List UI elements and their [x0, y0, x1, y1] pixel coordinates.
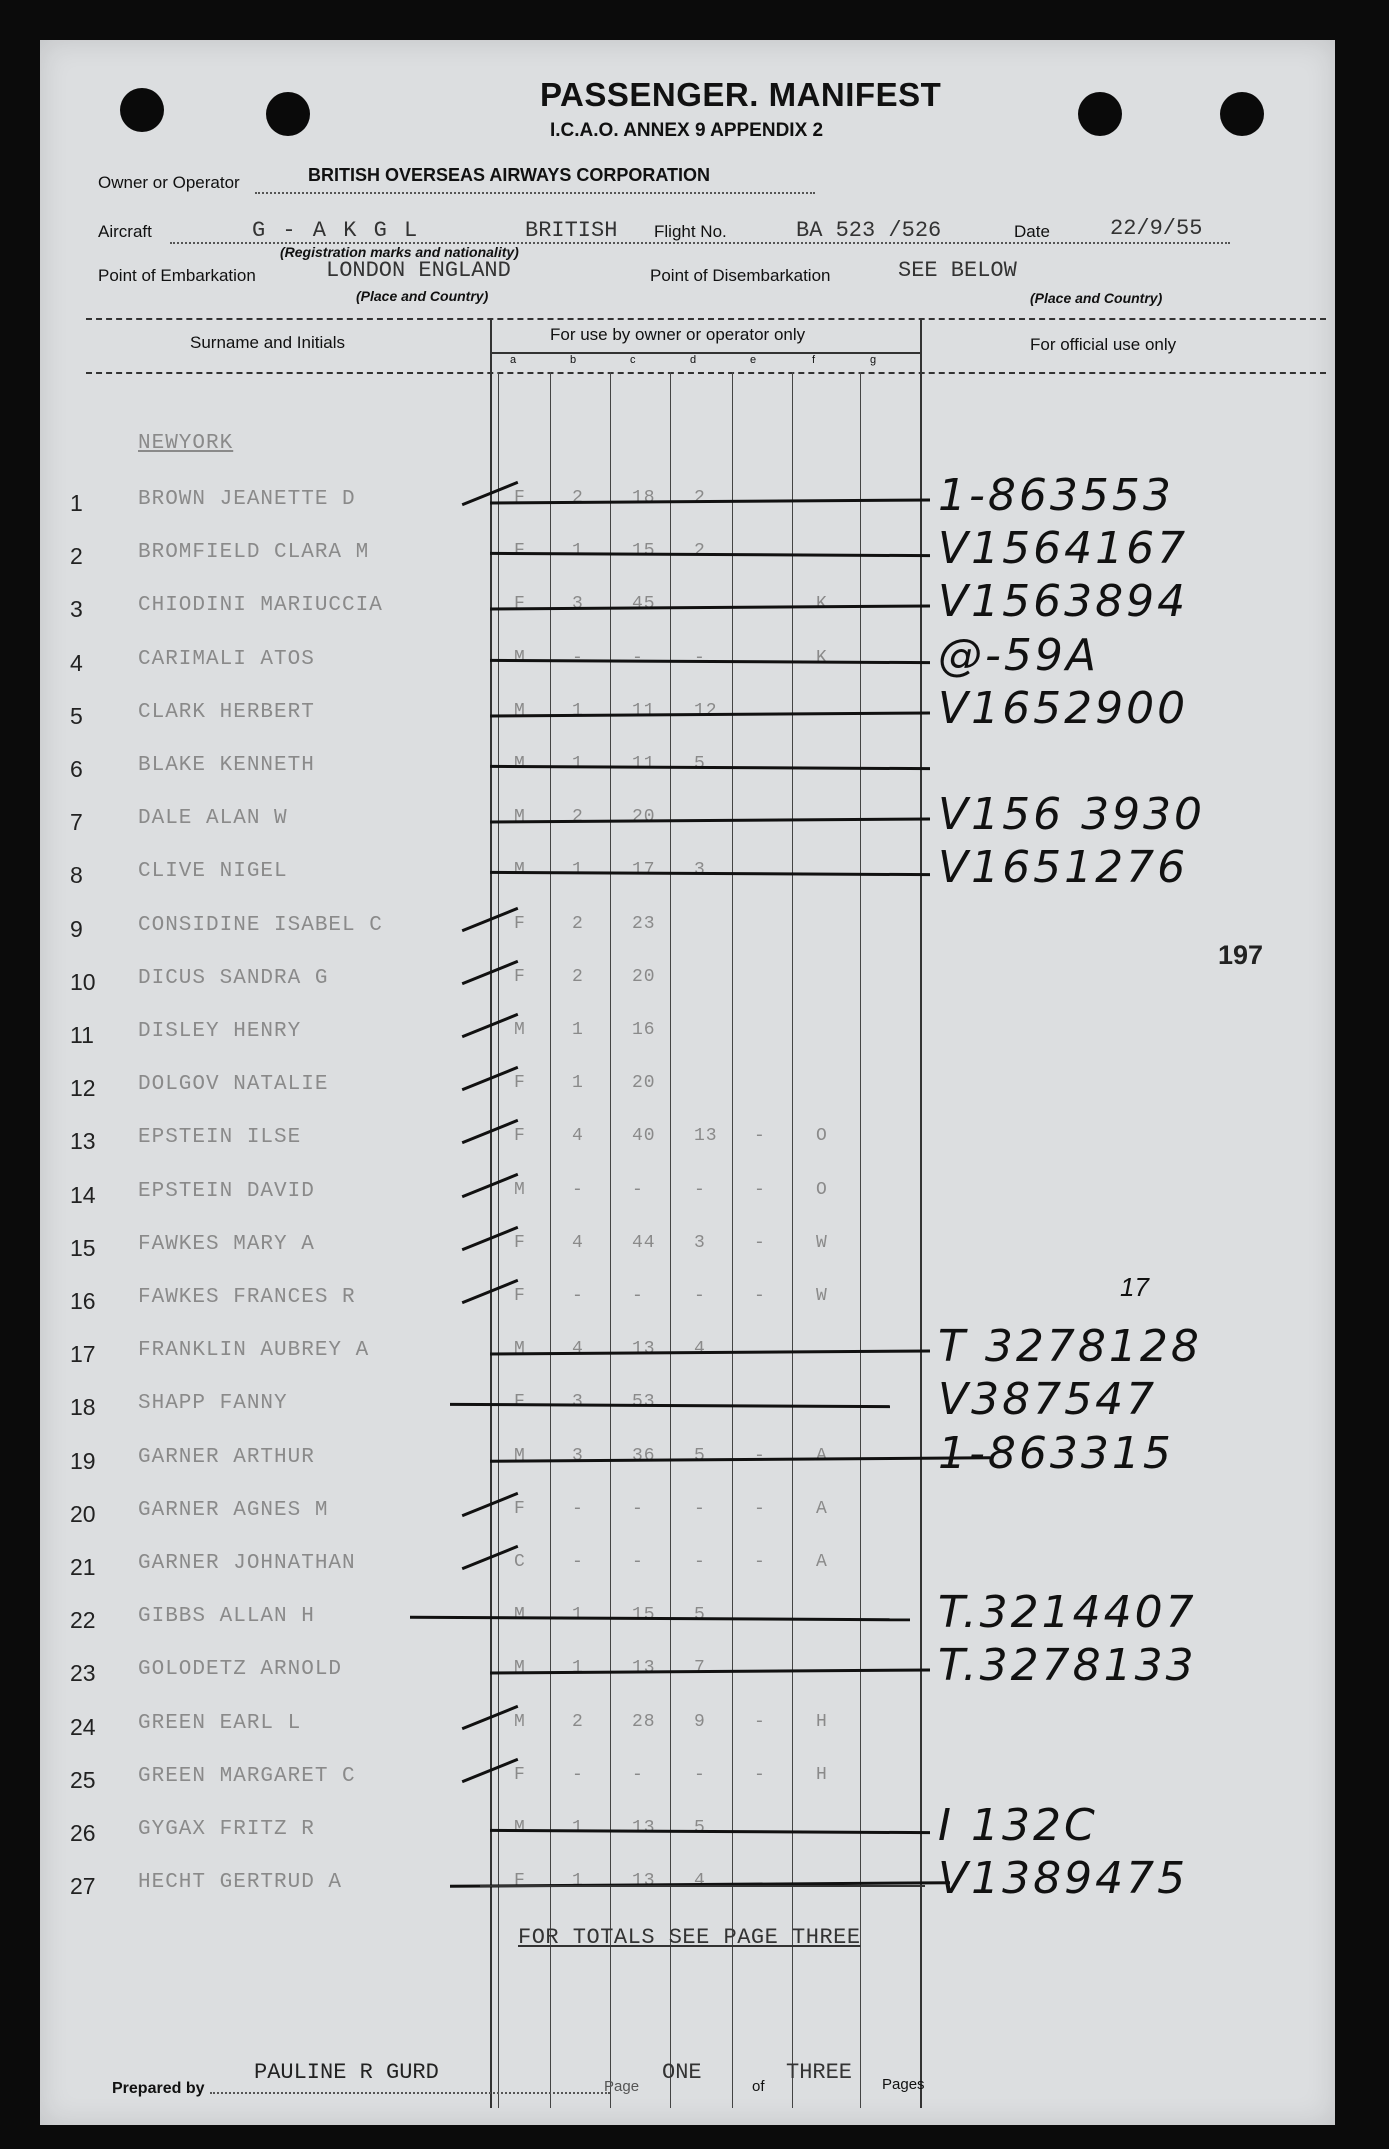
passenger-name: GARNER AGNES M [138, 1498, 329, 1522]
cell-a: M [514, 754, 526, 774]
passenger-name: DALE ALAN W [138, 807, 288, 831]
cell-f: O [816, 1179, 828, 1200]
prepared-dotted-line [210, 2092, 610, 2094]
cell-a: F [514, 1073, 526, 1094]
cell-a: M [514, 1658, 526, 1679]
cell-c: 13 [632, 1658, 656, 1679]
subcol-a: a [510, 354, 517, 366]
cell-c: 13 [632, 1871, 656, 1892]
table-row [40, 1800, 1335, 1854]
cell-a: F [514, 594, 526, 615]
cell-d: - [694, 1764, 706, 1785]
cell-d: 3 [694, 860, 706, 881]
row-number: 6 [70, 756, 83, 782]
official-number: 1-863553 [938, 470, 1174, 521]
cell-b: 2 [572, 488, 584, 508]
table-row [40, 1427, 1335, 1482]
cell-b: 2 [572, 1711, 584, 1732]
totals-rule [480, 1885, 925, 1887]
cell-f: W [816, 1232, 828, 1253]
cell-f: H [816, 1711, 828, 1732]
tick-mark [462, 1013, 519, 1038]
cell-b: 1 [572, 700, 584, 721]
cell-d: 4 [694, 1871, 706, 1892]
passenger-name: CONSIDINE ISABEL C [138, 913, 383, 937]
table-row [40, 1374, 1335, 1428]
official-number: V387547 [938, 1374, 1158, 1426]
cell-e: - [754, 1711, 766, 1732]
row-number: 1 [70, 490, 83, 516]
cell-a: F [514, 1232, 526, 1253]
strike-through-line [490, 1829, 930, 1834]
cell-d: 4 [694, 1339, 706, 1360]
cell-d: 7 [694, 1658, 706, 1679]
cell-a: M [514, 1605, 526, 1626]
cell-d: 5 [694, 1605, 706, 1626]
cell-b: - [572, 1552, 584, 1572]
row-number: 5 [70, 702, 83, 729]
passenger-name: DOLGOV NATALIE [138, 1073, 329, 1097]
cell-e: - [754, 1232, 766, 1253]
punch-hole [266, 92, 310, 136]
official-number: T.3278133 [938, 1640, 1197, 1692]
table-row [40, 1012, 1335, 1056]
row-number: 2 [70, 543, 83, 570]
passenger-name: GARNER JOHNATHAN [138, 1552, 356, 1575]
table-row [40, 1172, 1335, 1216]
cell-b: 1 [572, 1605, 584, 1626]
pages-label: Pages [882, 2076, 925, 2093]
cell-a: C [514, 1552, 526, 1572]
prepared-value: PAULINE R GURD [254, 2060, 439, 2085]
table-row [40, 1118, 1335, 1162]
official-number: T.3214407 [938, 1587, 1197, 1639]
row-number: 10 [70, 968, 96, 995]
table-row [40, 1065, 1335, 1109]
strike-through-line [410, 1616, 910, 1622]
cell-f: H [816, 1764, 828, 1785]
cell-e: - [754, 1286, 766, 1306]
cell-b: 1 [572, 1020, 584, 1040]
row-number: 9 [70, 915, 83, 942]
of-label: of [752, 2078, 765, 2095]
table-row [40, 1225, 1335, 1269]
cell-c: 28 [632, 1711, 656, 1732]
strike-through-line [490, 552, 930, 557]
embark-value: LONDON ENGLAND [326, 258, 511, 283]
table-row [40, 842, 1335, 896]
passenger-name: DICUS SANDRA G [138, 966, 329, 990]
cell-a: F [514, 1871, 526, 1892]
subcol-f: f [812, 354, 816, 366]
cell-a: F [514, 1764, 526, 1785]
cell-e: - [754, 1498, 766, 1519]
tick-mark [462, 1172, 519, 1197]
cell-d: - [694, 1552, 706, 1572]
cell-d: - [694, 647, 706, 668]
tick-mark [462, 1492, 519, 1517]
small-note: 17 [1120, 1272, 1149, 1302]
table-row [40, 523, 1335, 577]
cell-d: 12 [694, 700, 718, 721]
passenger-name: GIBBS ALLAN H [138, 1605, 315, 1629]
surname-column-header: Surname and Initials [190, 333, 345, 352]
row-number: 17 [70, 1341, 96, 1368]
row-number: 26 [70, 1820, 96, 1846]
cell-a: F [514, 1286, 526, 1306]
row-number: 27 [70, 1873, 96, 1900]
strike-through-line [490, 498, 930, 504]
cell-c: 36 [632, 1445, 656, 1466]
header-rule [86, 318, 1326, 320]
cell-b: 1 [572, 1818, 584, 1838]
official-number: I 132C [938, 1800, 1098, 1851]
tick-mark [462, 1066, 519, 1091]
cell-b: - [572, 647, 584, 668]
passenger-name: CHIODINI MARIUCCIA [138, 594, 383, 618]
strike-through-line [490, 765, 930, 770]
strike-through-line [490, 1456, 990, 1462]
cell-a: M [514, 1339, 526, 1360]
cell-f: W [816, 1286, 828, 1306]
table-row [40, 959, 1335, 1003]
row-number: 11 [70, 1022, 94, 1048]
cell-c: 17 [632, 860, 656, 881]
cell-a: M [514, 647, 526, 668]
cell-c: 20 [632, 807, 656, 828]
passenger-name: HECHT GERTRUD A [138, 1871, 343, 1895]
table-row [40, 1640, 1335, 1694]
table-row [40, 1757, 1335, 1801]
cell-b: 1 [572, 1073, 584, 1094]
strike-through-line [490, 818, 930, 824]
cell-b: - [572, 1764, 584, 1785]
punch-hole [1220, 92, 1264, 136]
page-label: Page [604, 2078, 640, 2095]
official-use-header: For official use only [1030, 335, 1177, 354]
cell-b: 4 [572, 1126, 584, 1147]
subcol-c: c [630, 354, 636, 366]
punch-hole [1078, 92, 1122, 136]
flight-label: Flight No. [654, 222, 727, 241]
tick-mark [462, 1758, 519, 1783]
totals-note: FOR TOTALS SEE PAGE THREE [518, 1925, 861, 1950]
cell-f: K [816, 647, 828, 668]
passenger-name: BROMFIELD CLARA M [138, 541, 370, 565]
passenger-name: GARNER ARTHUR [138, 1445, 315, 1469]
strike-through-line [490, 605, 930, 611]
cell-b: 2 [572, 807, 584, 828]
cell-a: M [514, 1711, 526, 1732]
row-number: 20 [70, 1500, 96, 1527]
table-row [40, 1704, 1335, 1748]
passenger-name: SHAPP FANNY [138, 1392, 288, 1416]
cell-c: - [632, 1286, 644, 1306]
passenger-name: FAWKES MARY A [138, 1232, 315, 1256]
row-number: 18 [70, 1394, 96, 1421]
cell-c: 11 [632, 700, 656, 721]
cell-b: 3 [572, 1445, 584, 1466]
cell-d: 3 [694, 1232, 706, 1253]
cell-d: 13 [694, 1126, 718, 1147]
official-number: T 3278128 [938, 1321, 1202, 1373]
table-row [40, 1544, 1335, 1588]
official-number: V1389475 [938, 1853, 1189, 1905]
cell-b: 3 [572, 1392, 584, 1413]
cell-c: 15 [632, 1605, 656, 1626]
embark-label: Point of Embarkation [98, 266, 256, 285]
table-row [40, 1321, 1335, 1375]
passenger-name: GREEN MARGARET C [138, 1764, 356, 1788]
cell-c: 15 [632, 541, 656, 562]
official-number: V1563894 [938, 576, 1189, 628]
row-number: 19 [70, 1447, 96, 1474]
disembark-label: Point of Disembarkation [650, 266, 831, 285]
cell-a: M [514, 1020, 526, 1040]
cell-d: 2 [694, 541, 706, 562]
of-value: THREE [786, 2060, 853, 2085]
passenger-name: FRANKLIN AUBREY A [138, 1339, 370, 1363]
cell-b: - [572, 1498, 584, 1519]
table-row [40, 682, 1335, 737]
cell-b: - [572, 1179, 584, 1200]
cell-b: 1 [572, 1658, 584, 1679]
official-number: V156 3930 [938, 789, 1206, 841]
table-row [40, 789, 1335, 843]
cell-a: F [514, 1498, 526, 1519]
passenger-name: GYGAX FRITZ R [138, 1818, 315, 1841]
cell-c: - [632, 647, 644, 668]
cell-e: - [754, 1552, 766, 1572]
disembark-value: SEE BELOW [898, 258, 1017, 283]
cell-e: - [754, 1179, 766, 1200]
row-number: 3 [70, 596, 83, 623]
embark-note: (Place and Country) [356, 288, 489, 304]
subcol-g: g [870, 354, 877, 366]
cell-d: 5 [694, 754, 706, 774]
passenger-name: EPSTEIN DAVID [138, 1179, 315, 1203]
cell-b: 4 [572, 1232, 584, 1253]
cell-a: M [514, 860, 526, 881]
passenger-name: CLIVE NIGEL [138, 860, 288, 884]
aircraft-value: G - A K G L [252, 218, 420, 243]
row-number: 7 [70, 809, 83, 836]
cell-c: 23 [632, 913, 656, 934]
cell-a: M [514, 1445, 526, 1466]
row-number: 12 [70, 1075, 96, 1102]
date-value: 22/9/55 [1110, 216, 1203, 241]
owner-dotted-line [255, 192, 815, 194]
cell-b: - [572, 1286, 584, 1306]
strike-through-line [490, 871, 930, 876]
cell-c: 13 [632, 1339, 656, 1360]
manifest-sheet [40, 40, 1335, 2125]
cell-f: O [816, 1126, 828, 1147]
flight-value: BA 523 /526 [796, 218, 942, 243]
registration-note: (Registration marks and nationality) [280, 244, 519, 260]
cell-a: F [514, 541, 526, 562]
tick-mark [462, 960, 519, 985]
strike-through-line [490, 1669, 930, 1675]
tick-mark [462, 1119, 519, 1144]
cell-b: 1 [572, 541, 584, 562]
cell-b: 2 [572, 913, 584, 934]
row-number: 16 [70, 1288, 96, 1314]
cell-f: A [816, 1552, 828, 1572]
cell-b: 1 [572, 1871, 584, 1892]
cell-c: 45 [632, 594, 656, 615]
cell-a: M [514, 700, 526, 721]
cell-c: 20 [632, 966, 656, 987]
subcol-b: b [570, 354, 577, 366]
cell-c: - [632, 1764, 644, 1785]
cell-d: - [694, 1498, 706, 1519]
cell-c: 44 [632, 1232, 656, 1253]
official-number: 1-863315 [938, 1427, 1174, 1479]
cell-a: M [514, 1818, 526, 1838]
cell-d: 9 [694, 1711, 706, 1732]
disembark-note: (Place and Country) [1030, 290, 1163, 306]
date-label: Date [1014, 222, 1050, 241]
row-number: 15 [70, 1234, 96, 1261]
official-number: V1652900 [938, 682, 1189, 734]
nationality-value: BRITISH [525, 218, 618, 243]
row-number: 14 [70, 1181, 96, 1208]
cell-c: 53 [632, 1392, 656, 1413]
cell-e: - [754, 1445, 766, 1466]
tick-mark [462, 1704, 519, 1729]
table-row [40, 1587, 1335, 1641]
cell-c: 16 [632, 1020, 656, 1040]
cell-b: 2 [572, 966, 584, 987]
cell-a: F [514, 1126, 526, 1147]
cell-d: 5 [694, 1818, 706, 1838]
strike-through-line [490, 1350, 930, 1356]
row-number: 25 [70, 1766, 96, 1793]
table-row [40, 629, 1335, 684]
cell-d: 2 [694, 488, 706, 508]
passenger-name: EPSTEIN ILSE [138, 1126, 302, 1150]
cell-d: - [694, 1179, 706, 1200]
row-number: 23 [70, 1660, 96, 1687]
cell-d: - [694, 1286, 706, 1306]
passenger-name: BLAKE KENNETH [138, 754, 315, 777]
cell-f: K [816, 594, 828, 615]
cell-f: A [816, 1445, 828, 1466]
cell-a: F [514, 1392, 526, 1413]
official-number: V1651276 [938, 842, 1189, 894]
passenger-name: CARIMALI ATOS [138, 647, 315, 671]
owner-label: Owner or Operator [98, 173, 240, 192]
table-row [40, 470, 1335, 524]
cell-e: - [754, 1126, 766, 1147]
passenger-name: BROWN JEANETTE D [138, 488, 356, 511]
strike-through-line [490, 658, 930, 663]
passenger-name: GOLODETZ ARNOLD [138, 1658, 343, 1682]
subcol-e: e [750, 354, 757, 366]
margin-number: 197 [1218, 940, 1264, 970]
row-number: 4 [70, 649, 83, 676]
row-number: 8 [70, 862, 83, 889]
cell-c: - [632, 1179, 644, 1200]
cell-c: 11 [632, 754, 656, 774]
cell-e: - [754, 1764, 766, 1785]
cell-d: 5 [694, 1445, 706, 1466]
page-value: ONE [662, 2060, 702, 2085]
cell-a: F [514, 488, 526, 508]
cell-c: - [632, 1552, 644, 1572]
row-number: 21 [70, 1554, 96, 1580]
cell-a: M [514, 807, 526, 828]
page-subtitle: I.C.A.O. ANNEX 9 APPENDIX 2 [550, 120, 824, 141]
cell-c: 20 [632, 1073, 656, 1094]
cell-a: F [514, 913, 526, 934]
cell-f: A [816, 1498, 828, 1519]
tick-mark [462, 1226, 519, 1251]
passenger-name: GREEN EARL L [138, 1711, 302, 1735]
cell-c: 18 [632, 488, 656, 508]
row-number: 22 [70, 1607, 96, 1634]
punch-hole [120, 88, 164, 132]
official-number: @-59A [938, 629, 1099, 681]
owner-value: BRITISH OVERSEAS AIRWAYS CORPORATION [308, 165, 711, 185]
cell-a: M [514, 1179, 526, 1200]
row-number: 24 [70, 1713, 96, 1740]
subcol-d: d [690, 354, 697, 366]
passenger-name: CLARK HERBERT [138, 700, 315, 724]
cell-c: 40 [632, 1126, 656, 1147]
table-row [40, 576, 1335, 630]
passenger-name: DISLEY HENRY [138, 1020, 302, 1043]
owner-use-header: For use by owner or operator only [550, 325, 806, 344]
table-row [40, 906, 1335, 950]
cell-a: F [514, 966, 526, 987]
tick-mark [462, 906, 519, 931]
cell-c: - [632, 1498, 644, 1519]
cell-b: 4 [572, 1339, 584, 1360]
prepared-label: Prepared by [112, 2080, 205, 2097]
cell-b: 3 [572, 594, 584, 615]
tick-mark [462, 1545, 519, 1570]
passenger-name: FAWKES FRANCES R [138, 1286, 356, 1309]
cell-b: 1 [572, 754, 584, 774]
aircraft-dotted-line [170, 242, 1230, 244]
header-rule [86, 372, 1326, 374]
cell-b: 1 [572, 860, 584, 881]
row-number: 13 [70, 1128, 96, 1155]
destination-heading: NEWYORK [138, 432, 234, 455]
tick-mark [462, 1279, 519, 1304]
page-title: PASSENGER. MANIFEST [540, 76, 942, 113]
table-row [40, 1491, 1335, 1535]
aircraft-label: Aircraft [98, 222, 152, 241]
cell-c: 13 [632, 1818, 656, 1838]
official-number: V1564167 [938, 523, 1189, 575]
subcolumn-letters [496, 354, 920, 370]
table-row [40, 746, 1335, 790]
